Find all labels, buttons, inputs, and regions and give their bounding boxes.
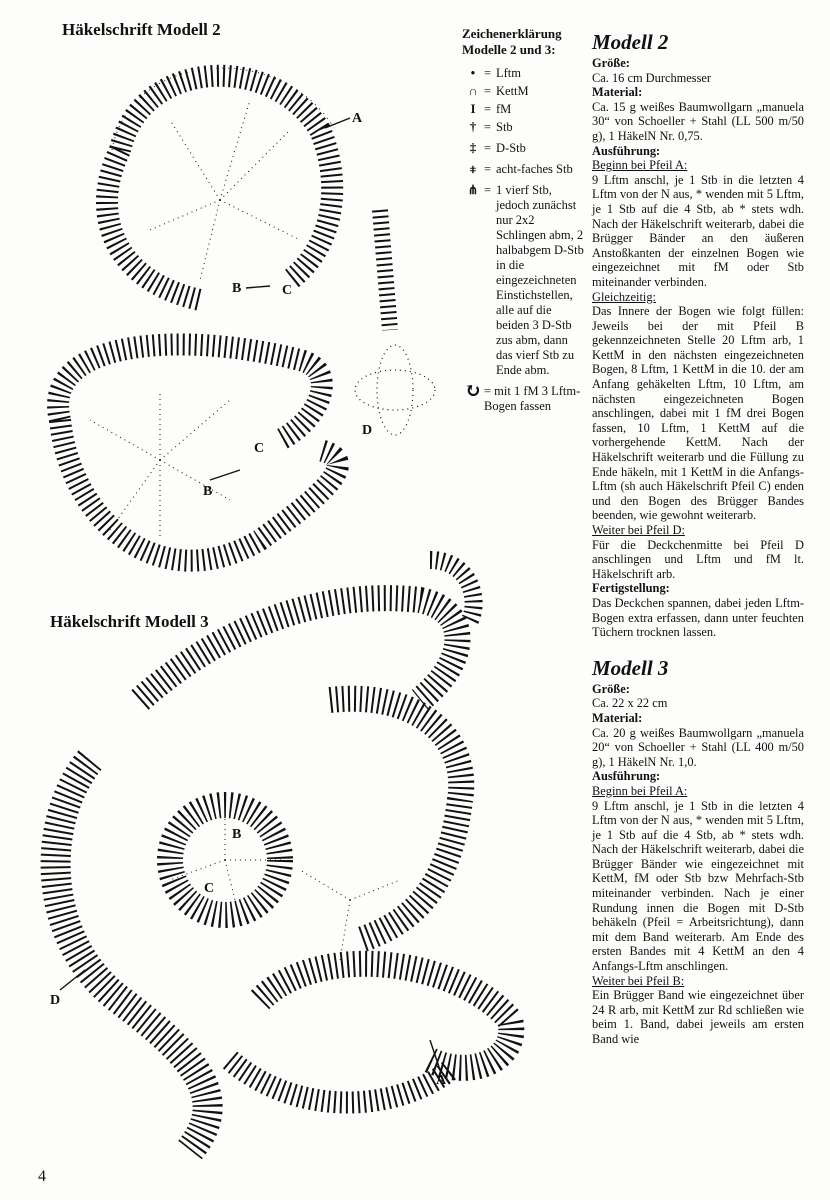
legend-item: † = Stb — [462, 120, 587, 135]
groesse-value: Ca. 16 cm Durchmesser — [592, 70, 712, 85]
chart-2-title: Häkelschrift Modell 2 — [62, 20, 221, 39]
slip-stitch-icon: ∩ — [468, 84, 478, 98]
fertigstellung-label: Fertigstellung: — [592, 581, 670, 596]
cluster-stitch-icon: ⋔ — [467, 183, 479, 197]
arrow-label-c-chart2: C — [282, 283, 293, 298]
treble-crochet-icon: ‡ — [469, 141, 477, 155]
arrow-label-c2-chart2: C — [254, 441, 265, 456]
gleichzeitig-text: Das Innere der Bogen wie folgt füllen: Jeweils bei der mit Pfeil B gekennzeichneten Stelle 20 Lftm arb, 1 KettM in den nächsten eingezeichneten Bogen, 8 Lftm, 1 KettM in die 10. der am Anfang gehäkelten Lftm, 10 Lftm, am nächsten eingezeichneten Bogen anschlingen, dabei mit 1 fM drei Bogen fassen, 10 Lftm, 1 KettM auf die vorhergehende KettM. Nach der Häkelschrift weiterarb und die Füllung zu Ende häkeln, mit 1 KettM in die Anfangs-Lftm (sh auch Häkelschrift Pfeil C) enden und den Bogen des Brügger Bandes beenden, wie gewohnt weiterarb. — [592, 304, 804, 523]
legend-item-label: D-Stb — [496, 141, 526, 155]
arrow-label-d-chart3: D — [50, 993, 61, 1008]
material-label: Material: — [592, 85, 643, 100]
chart-2-diagram — [58, 68, 435, 561]
dot-chain-icon: • — [470, 66, 476, 80]
beginn-text: 9 Lftm anschl, je 1 Stb in die letzten 4 Lftm von der N aus, * wenden mit 5 Lftm, je 1 Stb auf die 4 Stb, ab * stets wdh. Nach der Häkelschrift weiterarb, dabei die Brügger Bänder wie eingezeichnet mit KettM, fM oder Stb bzw Mehrfach-Stb miteinander verbinden. Nach je einer Rundung innen die Bogen mit D-Stb behäkeln (Pfeil = Arbeitsrichtung), dann mit dem Band weiterarb. Am Ende des ersten Bandes mit 4 KettM an den 4 Anfangs-Lftm anschlingen. — [592, 798, 804, 974]
chart-3-diagram — [56, 560, 512, 1150]
legend — [462, 26, 587, 417]
chart-3-title: Häkelschrift Modell 3 — [50, 612, 209, 631]
groesse-value: Ca. 22 x 22 cm — [592, 696, 668, 711]
weiter-b-heading: Weiter bei Pfeil B: — [592, 973, 685, 988]
arrow-label-c-chart3: C — [204, 881, 215, 896]
legend-item: I = fM — [462, 102, 587, 117]
legend-item-label: KettM — [496, 84, 529, 98]
eightfold-stitch-icon: ⧧ — [469, 162, 477, 176]
ausfuehrung-label: Ausführung: — [592, 143, 661, 158]
legend-item: ⧧ = acht-faches Stb — [462, 162, 587, 177]
legend-item-label: = mit 1 fM 3 Lftm-Bogen fassen — [484, 384, 581, 413]
double-crochet-icon: † — [469, 120, 477, 134]
legend-item: ∩ = KettM — [462, 84, 587, 99]
ausfuehrung-label: Ausführung: — [592, 769, 661, 784]
legend-item: • = Lftm — [462, 66, 587, 81]
page-number: 4 — [38, 1168, 46, 1185]
legend-title-line2: Modelle 2 und 3: — [462, 42, 556, 57]
legend-title — [462, 26, 587, 58]
fertigstellung-text: Das Deckchen spannen, dabei jeden Lftm-Bogen extra erfassen, dann unter feuchten Tüchern trocknen lassen. — [592, 595, 804, 640]
instructions-column — [592, 30, 804, 1047]
groesse-label: Größe: — [592, 681, 630, 696]
arrow-label-d-chart2: D — [362, 423, 373, 438]
beginn-heading: Beginn bei Pfeil A: — [592, 783, 688, 798]
weiter-b-text: Ein Brügger Band wie eingezeichnet über 24 R arb, mit KettM zur Rd schließen wie beim 1. Band, dabei jeweils am ersten Band wie — [592, 988, 804, 1046]
beginn-heading: Beginn bei Pfeil A: — [592, 158, 688, 173]
legend-title-line1: Zeichenerklärung — [462, 26, 562, 41]
arrow-label-b-chart3: B — [232, 827, 242, 842]
legend-item: ‡ = D-Stb — [462, 141, 587, 156]
legend-item-label: Stb — [496, 120, 513, 134]
legend-item-label: acht-faches Stb — [496, 162, 573, 176]
arrow-label-a-chart2: A — [352, 111, 363, 126]
legend-item: ⋔ = 1 vierf Stb, jedoch zunächst nur 2x2 Schlingen abm, 2 halbabgem D-Stb in die eingezeichneten Einstichstellen, alle auf die beiden 3 D-Stb zus abm, dann das vierf Stb zu Ende abm. — [462, 183, 587, 378]
legend-item-label: Lftm — [496, 66, 521, 80]
weiter-d-heading: Weiter bei Pfeil D: — [592, 523, 685, 537]
curved-arrow-icon: ↻ — [464, 380, 482, 402]
legend-item-label: 1 vierf Stb, jedoch zunächst nur 2x2 Schlingen abm, 2 halbabgem D-Stb in die eingezeichneten Einstichstellen, alle auf die beiden 3 D-Stb zus abm, dann das vierf Stb zu Ende abm. — [496, 183, 584, 377]
single-crochet-icon: I — [470, 102, 476, 116]
groesse-label: Größe: — [592, 56, 630, 70]
material-text: Ca. 15 g weißes Baumwollgarn „manuela 30“ von Schoeller + Stahl (LL 500 m/50 g), 1 HäkelN Nr. 0,75. — [592, 99, 804, 143]
material-text: Ca. 20 g weißes Baumwollgarn „manuela 20“ von Schoeller + Stahl (LL 400 m/50 g), 1 HäkelN Nr. 1,0. — [592, 725, 804, 769]
material-label: Material: — [592, 710, 643, 725]
arrow-label-a-chart3: A — [436, 1073, 447, 1088]
gleichzeitig-heading: Gleichzeitig: — [592, 289, 656, 304]
weiter-d-text: Für die Deckchenmitte bei Pfeil D anschlingen und Lftm und fM lt. Häkelschrift arb. — [592, 537, 804, 581]
arrow-label-b-chart2: B — [232, 281, 242, 296]
arrow-label-b2-chart2: B — [203, 484, 213, 499]
legend-item — [462, 380, 587, 414]
modell-3-heading: Modell 3 — [592, 655, 669, 680]
beginn-text: 9 Lftm anschl, je 1 Stb in die letzten 4 Lftm von der N aus, * wenden mit 5 Lftm, je 1 Stb auf die 4 Stb, ab * stets wdh. Nach der Häkelschrift weiterarb, dabei die Brügger Bänder an den äußeren Anstoßkanten der einzelnen Bogen wie eingezeichnet mit fM oder Stb miteinander verbinden. — [592, 172, 804, 289]
legend-item-label: fM — [496, 102, 512, 116]
modell-2-heading: Modell 2 — [592, 30, 669, 54]
